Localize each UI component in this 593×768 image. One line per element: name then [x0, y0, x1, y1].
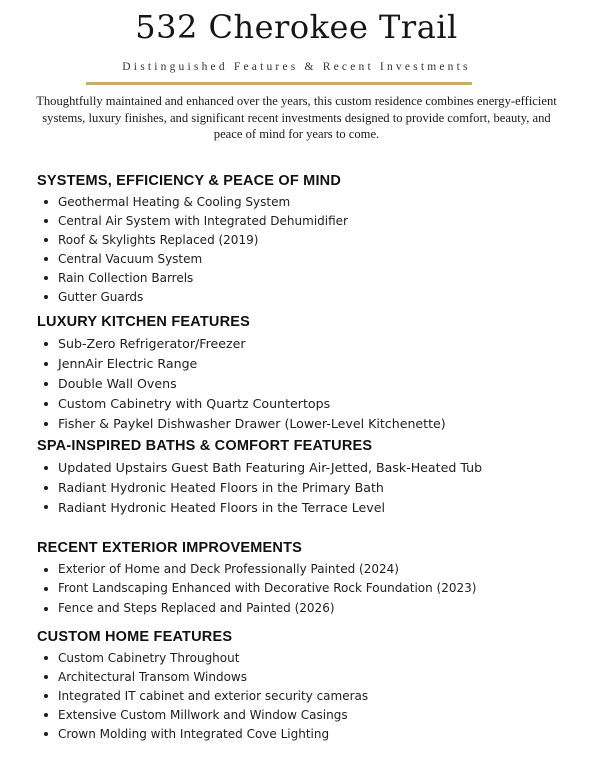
list-item: Fence and Steps Replaced and Painted (2026) — [37, 599, 577, 618]
section-exterior — [37, 540, 577, 618]
list-item: Crown Molding with Integrated Cove Lighting — [37, 725, 577, 744]
list-item: Extensive Custom Millwork and Window Casings — [37, 706, 577, 725]
list-item: Exterior of Home and Deck Professionally Painted (2024) — [37, 560, 577, 579]
list-item: Updated Upstairs Guest Bath Featuring Air-Jetted, Bask-Heated Tub — [37, 458, 577, 478]
list-item: Integrated IT cabinet and exterior security cameras — [37, 687, 577, 706]
list-item: Sub-Zero Refrigerator/Freezer — [37, 334, 577, 354]
list-item: Central Vacuum System — [37, 250, 577, 269]
feature-list — [37, 334, 577, 434]
list-item: Double Wall Ovens — [37, 374, 577, 394]
section-baths — [37, 438, 577, 517]
section-kitchen — [37, 314, 577, 434]
feature-list — [37, 193, 577, 306]
list-item: Central Air System with Integrated Dehumidifier — [37, 212, 577, 231]
list-item: Fisher & Paykel Dishwasher Drawer (Lower-Level Kitchenette) — [37, 414, 577, 434]
section-custom-home — [37, 629, 577, 744]
list-item: Geothermal Heating & Cooling System — [37, 193, 577, 212]
feature-list — [37, 458, 577, 517]
list-item: Rain Collection Barrels — [37, 269, 577, 288]
page-title: 532 Cherokee Trail — [135, 8, 458, 46]
section-heading: SYSTEMS, EFFICIENCY & PEACE OF MIND — [37, 173, 342, 189]
list-item: Gutter Guards — [37, 288, 577, 307]
feature-list — [37, 560, 577, 618]
list-item: Radiant Hydronic Heated Floors in the Primary Bath — [37, 478, 577, 498]
intro-paragraph: Thoughtfully maintained and enhanced over the years, this custom residence combines energy-efficient systems, luxury finishes, and significant recent investments designed to provide comfort, beauty, and peace of mind for years to come. — [36, 94, 557, 141]
list-item: JennAir Electric Range — [37, 354, 577, 374]
page-subtitle: Distinguished Features & Recent Investments — [122, 61, 471, 73]
section-heading: RECENT EXTERIOR IMPROVEMENTS — [37, 540, 303, 556]
list-item: Roof & Skylights Replaced (2019) — [37, 231, 577, 250]
section-heading: CUSTOM HOME FEATURES — [37, 629, 233, 645]
gold-divider — [86, 82, 472, 85]
feature-list — [37, 649, 577, 744]
list-item: Front Landscaping Enhanced with Decorative Rock Foundation (2023) — [37, 579, 577, 598]
section-heading: SPA-INSPIRED BATHS & COMFORT FEATURES — [37, 438, 373, 454]
section-systems — [37, 173, 577, 306]
list-item: Architectural Transom Windows — [37, 668, 577, 687]
section-heading: LUXURY KITCHEN FEATURES — [37, 314, 250, 330]
list-item: Custom Cabinetry with Quartz Countertops — [37, 394, 577, 414]
list-item: Custom Cabinetry Throughout — [37, 649, 577, 668]
list-item: Radiant Hydronic Heated Floors in the Terrace Level — [37, 498, 577, 518]
